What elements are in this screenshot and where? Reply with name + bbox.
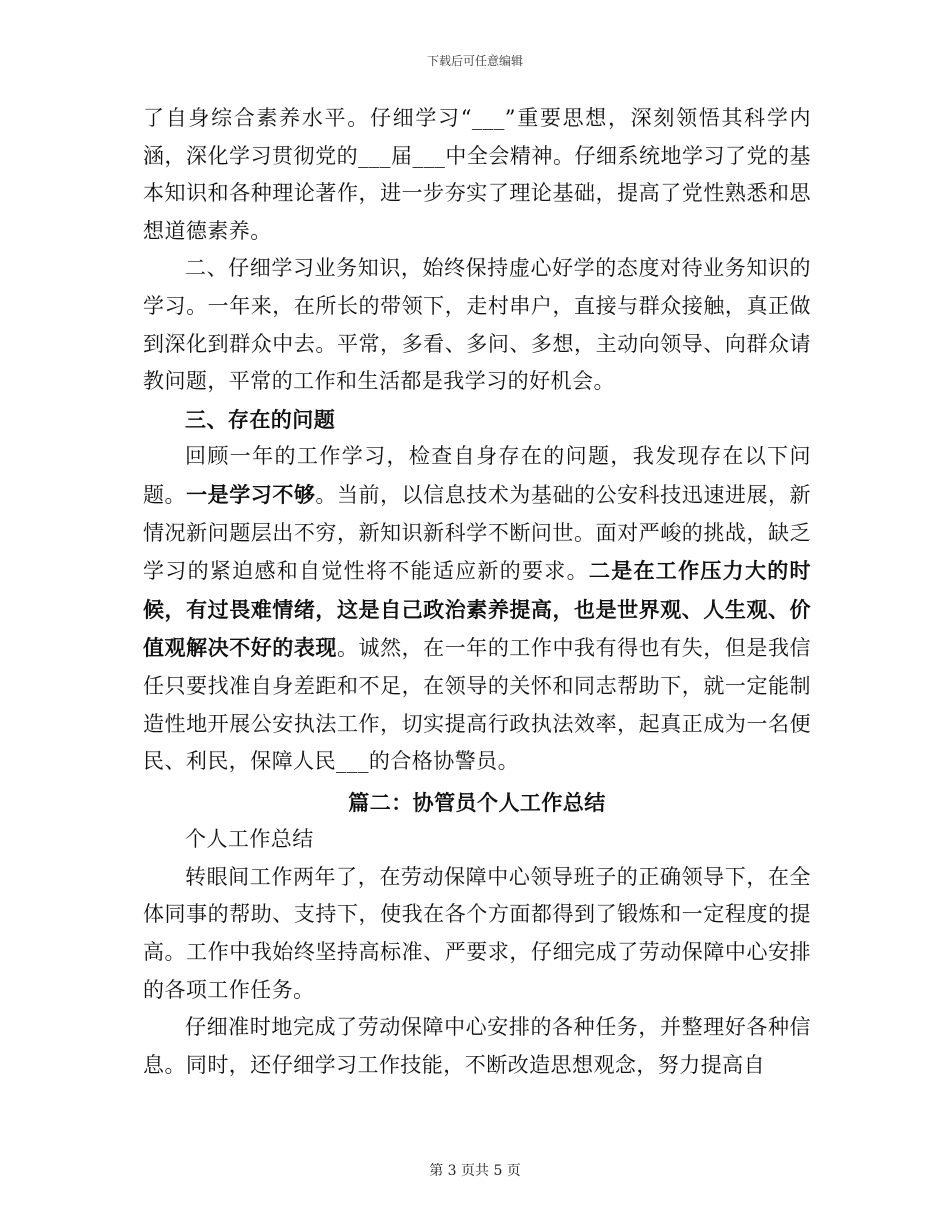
section-heading-problems: 三、存在的问题 (185, 406, 336, 432)
problems-intro: 回顾一年的工作学习，检查自身存在的问题，我发现存在以下问题。 (143, 444, 811, 507)
paragraph-3: 转眼间工作两年了，在劳动保障中心领导班子的正确领导下，在全体同事的帮助、支持下，使我在各个方面都得到了锻炼和一定程度的提高。工作中我始终坚持高标准、严要求，仔细完成了劳动保障中心安排的各项工作任务。 (143, 864, 811, 1002)
paragraph-4: 仔细准时地完成了劳动保障中心安排的各种任务，并整理好各种信息。同时，还仔细学习工作技能，不断改造思想观念，努力提高自 (143, 1015, 811, 1077)
problem-two-text: 。诚然，在一年的工作中我有得也有失，但是我信任只要找准自身差距和不足，在领导的关怀和同志帮助下，就一定能制造性地开展公安执法工作，切实提高行政执法效率，起真正成为一名便民、利民，保障人民___的合格协警员。 (143, 636, 811, 774)
article-title: 篇二：协管员个人工作总结 (348, 789, 606, 815)
document-body (143, 100, 811, 1084)
page-footer: 第 3 页共 5 页 (429, 1163, 521, 1179)
paragraph-1: 了自身综合素养水平。仔细学习“___”重要思想，深刻领悟其科学内涵，深化学习贯彻党的___届___中全会精神。仔细系统地学习了党的基本知识和各种理论著作，进一步夯实了理论基础，提高了党性熟悉和思想道德素养。 (143, 106, 811, 243)
problem-one-bold: 一是学习不够 (186, 481, 316, 507)
paragraph-subtitle: 个人工作总结 (185, 827, 314, 852)
problem-one-text: 。当前，以信息技术为基础的公安科技迅速进展，新情况新问题层出不穷，新知识新科学不断问世。面对严峻的挑战，缺乏学习的紧迫感和自觉性将不能适应新的要求。 (143, 482, 811, 584)
paragraph-problems (143, 438, 811, 780)
problem-two-bold: 二是在工作压力大的时候，有过畏难情绪，这是自己政治素养提高，也是世界观、人生观、价值观解决不好的表现 (143, 558, 812, 661)
page-header: 下载后可任意编辑 (426, 54, 523, 68)
paragraph-2: 二、仔细学习业务知识，始终保持虚心好学的态度对待业务知识的学习。一年来，在所长的带领下，走村串户，直接与群众接触，真正做到深化到群众中去。平常，多看、多问、多想，主动向领导、向群众请教问题，平常的工作和生活都是我学习的好机会。 (143, 256, 811, 394)
